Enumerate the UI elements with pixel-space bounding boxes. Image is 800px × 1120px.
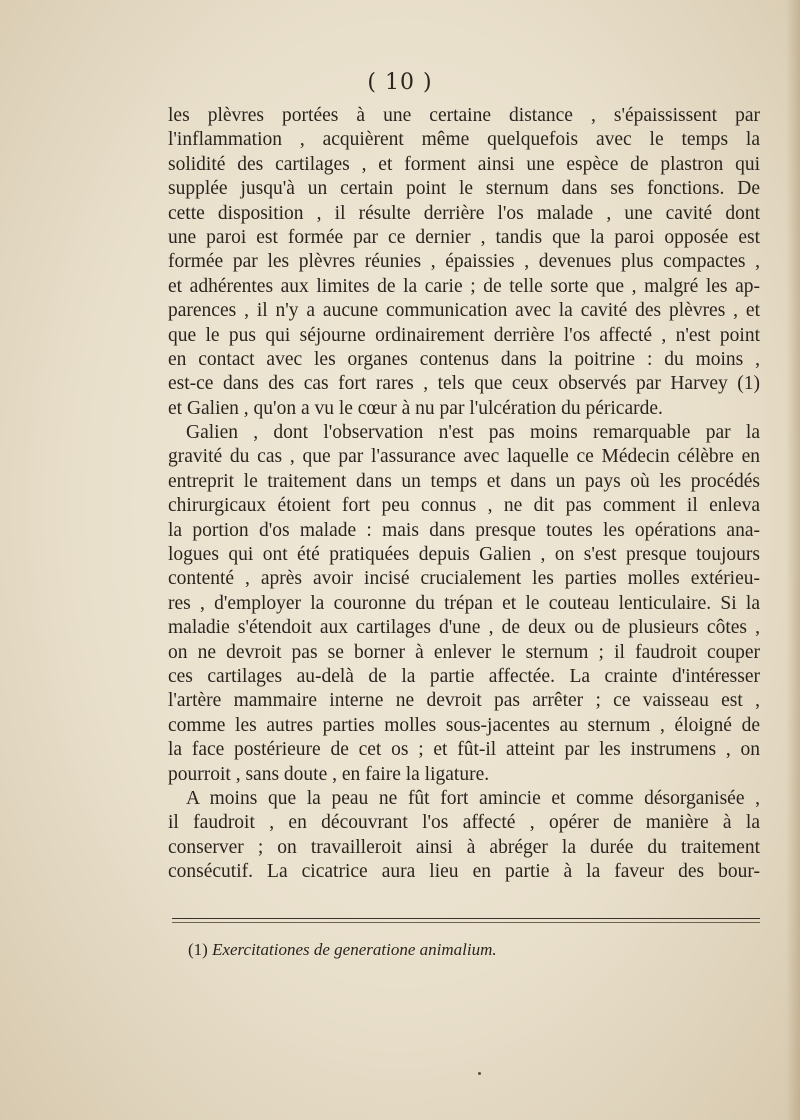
text-line: pourroit , sans doute , en faire la ligature. <box>168 763 490 785</box>
text-line: la portion d'os malade : mais dans presque toutes les opérations ana- <box>168 519 760 541</box>
text-line: ces cartilages au-delà de la partie affectée. La crainte d'intéresser <box>168 665 760 687</box>
text-line: solidité des cartilages , et forment ainsi une espèce de plastron qui <box>168 153 760 175</box>
text-line: l'artère mammaire interne ne devroit pas arrêter ; ce vaisseau est , <box>168 690 760 712</box>
text-line: chirurgicaux étoient fort peu connus , ne dit pas comment il enleva <box>168 495 760 517</box>
text-line: il faudroit , en découvrant l'os affecté , opérer de manière à la <box>168 812 760 834</box>
text-line: maladie s'étendoit aux cartilages d'une , de deux ou de plusieurs côtes , <box>168 617 760 639</box>
footnote-rule <box>172 918 760 919</box>
text-line: consécutif. La cicatrice aura lieu en partie à la faveur des bour- <box>168 861 760 883</box>
text-line: en contact avec les organes contenus dans la poitrine : du moins , <box>168 348 760 370</box>
text-line: la face postérieure de cet os ; et fût-il atteint par les instrumens , on <box>168 739 760 761</box>
page-edge-shadow <box>786 0 800 1120</box>
text-line: contenté , après avoir incisé crucialement les parties molles extérieu- <box>168 568 760 590</box>
text-line: gravité du cas , que par l'assurance avec laquelle ce Médecin célèbre en <box>168 446 760 468</box>
text-line: et Galien , qu'on a vu le cœur à nu par l'ulcération du péricarde. <box>168 397 663 419</box>
text-line: A moins que la peau ne fût fort amincie et comme désorganisée , <box>186 787 760 809</box>
text-line: parences , il n'y a aucune communication avec la cavité des plèvres , et <box>168 300 760 322</box>
text-line: et adhérentes aux limites de la carie ; de telle sorte que , malgré les ap- <box>168 275 760 297</box>
text-line: Galien , dont l'observation n'est pas moins remarquable par la <box>186 422 760 444</box>
text-line: l'inflammation , acquièrent même quelquefois avec le temps la <box>168 129 760 151</box>
text-line: les plèvres portées à une certaine distance , s'épaississent par <box>168 105 760 126</box>
text-line: conserver ; on travailleroit ainsi à abréger la durée du traitement <box>168 836 760 858</box>
text-line: entreprit le traitement dans un temps et dans un pays où les procédés <box>168 470 760 492</box>
paper-speck <box>478 1072 481 1075</box>
body-text <box>168 104 760 885</box>
text-line: une paroi est formée par ce dernier , tandis que la paroi opposée est <box>168 226 760 248</box>
text-line: logues qui ont été pratiquées depuis Galien , on s'est presque toujours <box>168 544 760 566</box>
text-line: on ne devroit pas se borner à enlever le sternum ; il faudroit couper <box>168 641 760 663</box>
text-line: formée par les plèvres réunies , épaissies , devenues plus compactes , <box>168 251 760 273</box>
footnote-rule-thin <box>172 922 760 923</box>
footnote-mark: (1) <box>188 940 208 959</box>
text-line: cette disposition , il résulte derrière l'os malade , une cavité dont <box>168 202 760 224</box>
page-number: ( 10 ) <box>367 70 433 95</box>
footnote <box>188 940 497 960</box>
text-line: supplée jusqu'à un certain point le sternum dans ses fonctions. De <box>168 178 760 200</box>
text-line: comme les autres parties molles sous-jacentes au sternum , éloigné de <box>168 714 760 736</box>
text-line: est-ce dans des cas fort rares , tels que ceux observés par Harvey (1) <box>168 373 760 395</box>
footnote-text: Exercitationes de generatione animalium. <box>212 940 497 959</box>
text-line: res , d'employer la couronne du trépan et le couteau lenticulaire. Si la <box>168 592 760 614</box>
text-line: que le pus qui séjourne ordinairement derrière l'os affecté , n'est point <box>168 324 760 346</box>
